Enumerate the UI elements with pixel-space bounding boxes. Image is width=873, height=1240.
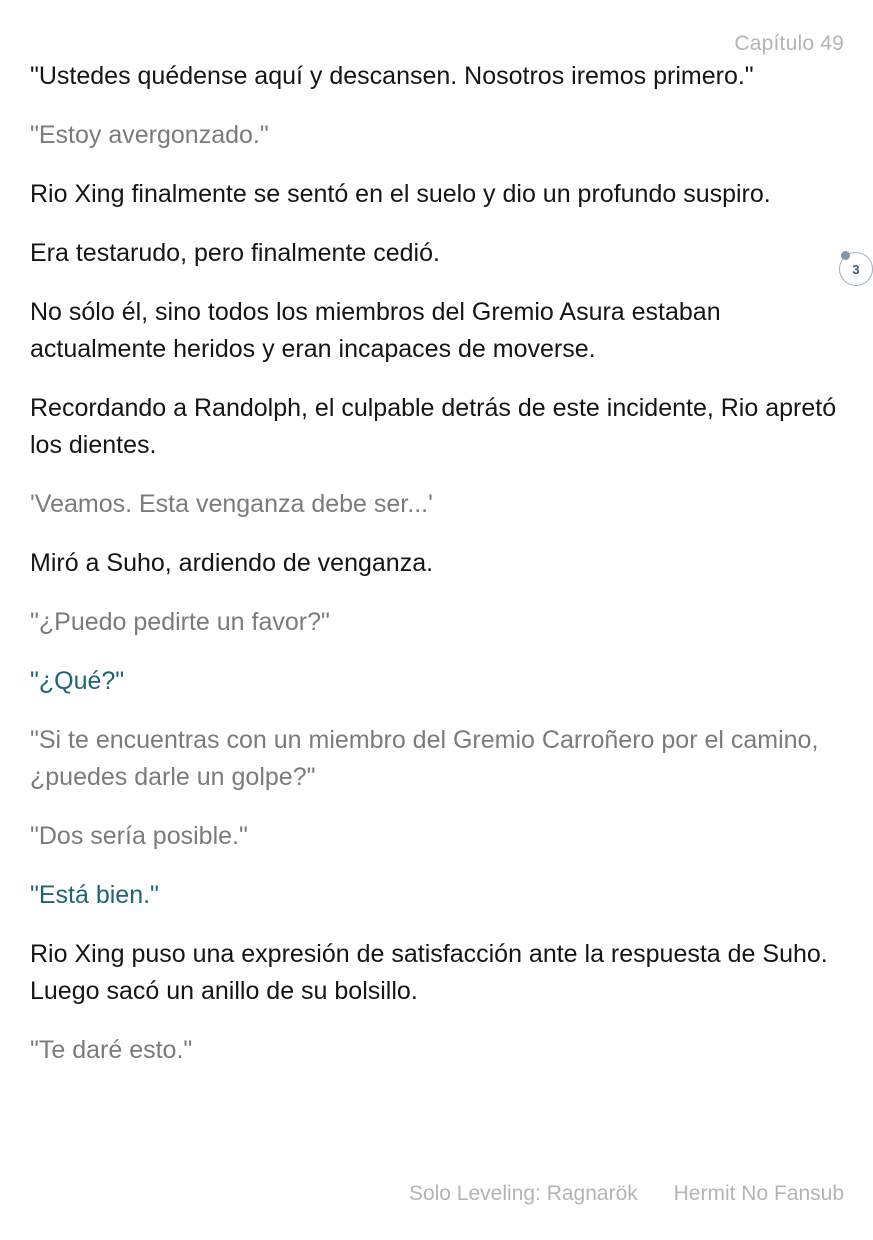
- paragraph-1: "Ustedes quédense aquí y descansen. Nosotros iremos primero.": [30, 62, 754, 90]
- text-body: [30, 58, 850, 1091]
- paragraph-15: "Te daré esto.": [30, 1036, 193, 1064]
- paragraph-10: "¿Qué?": [30, 667, 125, 695]
- comment-dot-icon: [841, 251, 850, 260]
- footer-book-title: Solo Leveling: Ragnarök: [408, 1182, 638, 1205]
- paragraph-4: Era testarudo, pero finalmente cedió.: [30, 239, 440, 267]
- paragraph-3: Rio Xing finalmente se sentó en el suelo y dio un profundo suspiro.: [30, 180, 771, 208]
- paragraph-7: 'Veamos. Esta venganza debe ser...': [30, 490, 433, 518]
- paragraph-2: "Estoy avergonzado.": [30, 121, 269, 149]
- paragraph-11: "Si te encuentras con un miembro del Gremio Carroñero por el camino, ¿puedes darle un golpe?": [30, 726, 819, 791]
- paragraph-8: Miró a Suho, ardiendo de venganza.: [30, 549, 434, 577]
- footer-group-name: Hermit No Fansub: [673, 1182, 844, 1205]
- paragraph-9: "¿Puedo pedirte un favor?": [30, 608, 330, 636]
- paragraph-5: No sólo él, sino todos los miembros del Gremio Asura estaban actualmente heridos y eran incapaces de moverse.: [30, 298, 721, 363]
- chapter-label: Capítulo 49: [734, 32, 844, 55]
- paragraph-12: "Dos sería posible.": [30, 822, 248, 850]
- paragraph-13: "Está bien.": [30, 881, 159, 909]
- comment-count-button[interactable]: [839, 252, 873, 286]
- paragraph-14: Rio Xing puso una expresión de satisfacción ante la respuesta de Suho. Luego sacó un anillo de su bolsillo.: [30, 940, 828, 1005]
- paragraph-6: Recordando a Randolph, el culpable detrás de este incidente, Rio apretó los dientes.: [30, 394, 837, 459]
- footer: [409, 1182, 844, 1206]
- comment-count: 3: [852, 261, 860, 277]
